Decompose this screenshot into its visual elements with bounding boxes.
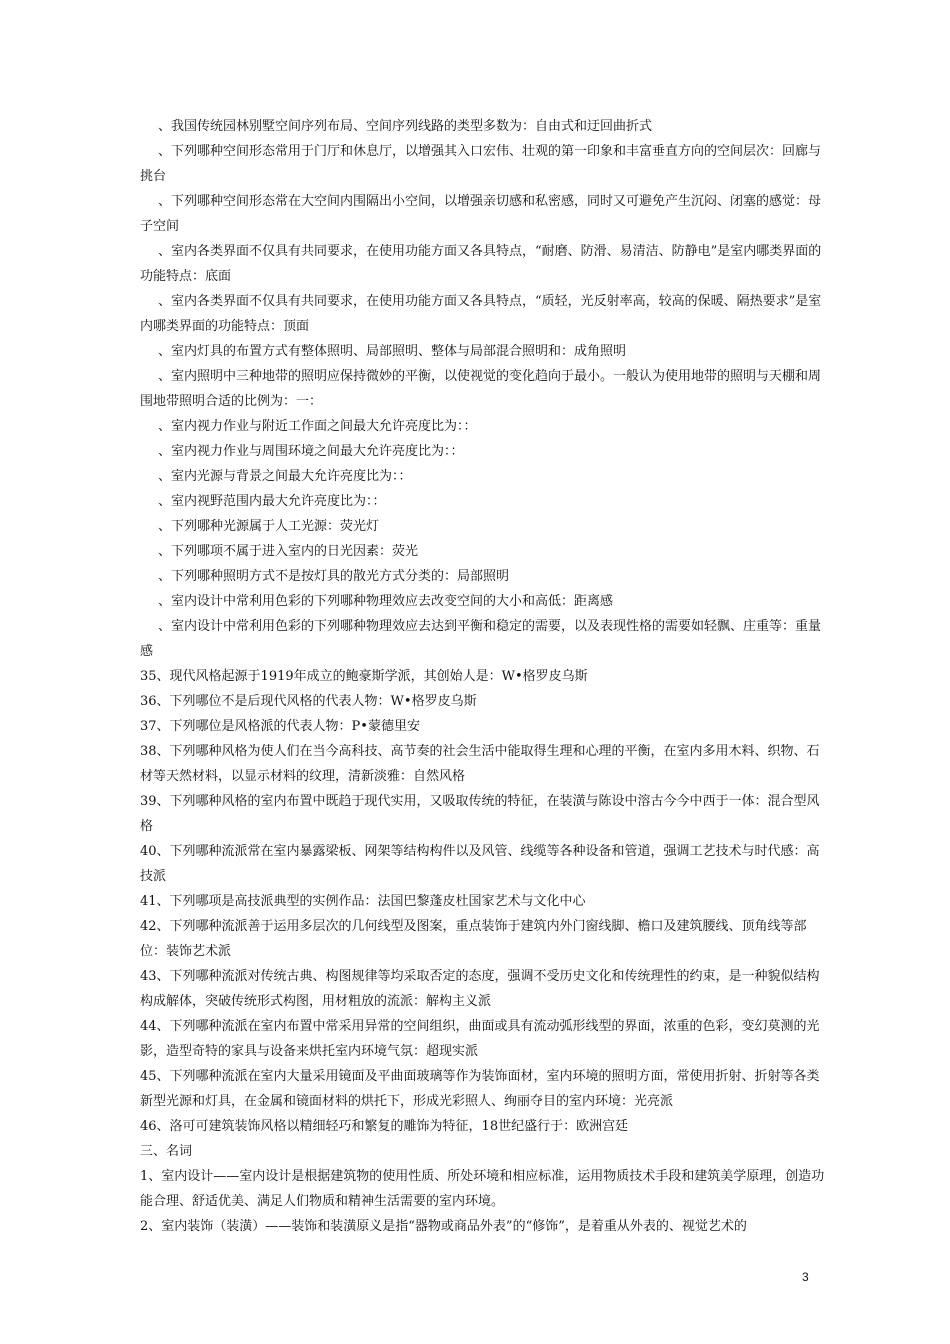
paragraph: 、室内各类界面不仅具有共同要求，在使用功能方面又各具特点，“质轻，光反射率高，较高的保暖、隔热要求”是室内哪类界面的功能特点：顶面 [140, 294, 822, 334]
paragraph: 44、下列哪种流派在室内布置中常采用异常的空间组织，曲面或具有流动弧形线型的界面，浓重的色彩，变幻莫测的光影，造型奇特的家具与设备来烘托室内环境气氛：超现实派 [140, 1019, 820, 1059]
paragraph: 46、洛可可建筑装饰风格以精细轻巧和繁复的雕饰为特征，18世纪盛行于：欧洲宫廷 [140, 1119, 629, 1134]
paragraph: 、室内视力作业与附近工作面之间最大允许亮度比为：： [158, 419, 477, 434]
paragraph: 37、下列哪位是风格派的代表人物：P•蒙德里安 [140, 719, 420, 734]
page-number: 3 [802, 1270, 809, 1284]
paragraph: 、室内设计中常利用色彩的下列哪种物理效应去改变空间的大小和高低：距离感 [158, 594, 614, 609]
paragraph: 42、下列哪种流派善于运用多层次的几何线型及图案，重点装饰于建筑内外门窗线脚、檐口及建筑腰线、顶角线等部位：装饰艺术派 [140, 919, 807, 959]
paragraph: 43、下列哪种流派对传统古典、构图规律等均采取否定的态度，强调不受历史文化和传统理性的约束，是一种貌似结构构成解体，突破传统形式构图，用材粗放的流派：解构主义派 [140, 969, 820, 1009]
paragraph: 、室内光源与背景之间最大允许亮度比为：： [158, 469, 412, 484]
paragraph: 、下列哪种照明方式不是按灯具的散光方式分类的：局部照明 [158, 569, 510, 584]
paragraph: 、室内视力作业与周围环境之间最大允许亮度比为：： [158, 444, 464, 459]
paragraph: 、室内灯具的布置方式有整体照明、局部照明、整体与局部混合照明和：成角照明 [158, 344, 627, 359]
paragraph: 40、下列哪种流派常在室内暴露梁板、网架等结构构件以及风管、线缆等各种设备和管道，强调工艺技术与时代感：高技派 [140, 844, 820, 884]
paragraph: 、下列哪种空间形态常在大空间内围隔出小空间，以增强亲切感和私密感，同时又可避免产生沉闷、闭塞的感觉：母子空间 [140, 194, 822, 234]
paragraph: 、室内照明中三种地带的照明应保持微妙的平衡，以使视觉的变化趋向于最小。一般认为使用地带的照明与天棚和周围地带照明合适的比例为：一： [140, 369, 822, 409]
paragraph: 、我国传统园林别墅空间序列布局、空间序列线路的类型多数为：自由式和迂回曲折式 [158, 119, 653, 134]
paragraph: 、下列哪种光源属于人工光源：荧光灯 [158, 519, 380, 534]
paragraph: 1、室内设计——室内设计是根据建筑物的使用性质、所处环境和相应标准，运用物质技术手段和建筑美学原理，创造功能合理、舒适优美、满足人们物质和精神生活需要的室内环境。 [140, 1169, 825, 1209]
paragraph: 、室内视野范围内最大允许亮度比为：： [158, 494, 386, 509]
paragraph: 、室内各类界面不仅具有共同要求，在使用功能方面又各具特点，“耐磨、防滑、易清洁、防静电”是室内哪类界面的功能特点：底面 [140, 244, 822, 284]
paragraph: 35、现代风格起源于1919年成立的鲍豪斯学派，其创始人是：W•格罗皮乌斯 [140, 669, 588, 684]
paragraph: 2、室内装饰（装潢）——装饰和装潢原义是指“器物或商品外表”的“修饰”，是着重从外表的、视觉艺术的 [140, 1219, 747, 1234]
paragraph: 45、下列哪种流派在室内大量采用镜面及平曲面玻璃等作为装饰面材，室内环境的照明方面，常使用折射、折射等各类新型光源和灯具，在金属和镜面材料的烘托下，形成光彩照人、绚丽夺目的室内环境：光亮派 [140, 1069, 820, 1109]
paragraph: 、室内设计中常利用色彩的下列哪种物理效应去达到平衡和稳定的需要，以及表现性格的需要如轻飘、庄重等：重量感 [140, 619, 822, 659]
paragraph: 36、下列哪位不是后现代风格的代表人物：W•格罗皮乌斯 [140, 694, 477, 709]
paragraph: 38、下列哪种风格为使人们在当今高科技、高节奏的社会生活中能取得生理和心理的平衡，在室内多用木料、织物、石材等天然材料，以显示材料的纹理，清新淡雅：自然风格 [140, 744, 820, 784]
document-body [140, 114, 830, 1239]
paragraph: 39、下列哪种风格的室内布置中既趋于现代实用，又吸取传统的特征，在装潢与陈设中溶古今今中西于一体：混合型风格 [140, 794, 820, 834]
paragraph: 41、下列哪项是高技派典型的实例作品：法国巴黎蓬皮杜国家艺术与文化中心 [140, 894, 586, 909]
paragraph: 、下列哪项不属于进入室内的日光因素：荧光 [158, 544, 419, 559]
paragraph: 三、名词 [140, 1144, 193, 1159]
paragraph: 、下列哪种空间形态常用于门厅和休息厅，以增强其入口宏伟、壮观的第一印象和丰富垂直方向的空间层次：回廊与挑台 [140, 144, 822, 184]
